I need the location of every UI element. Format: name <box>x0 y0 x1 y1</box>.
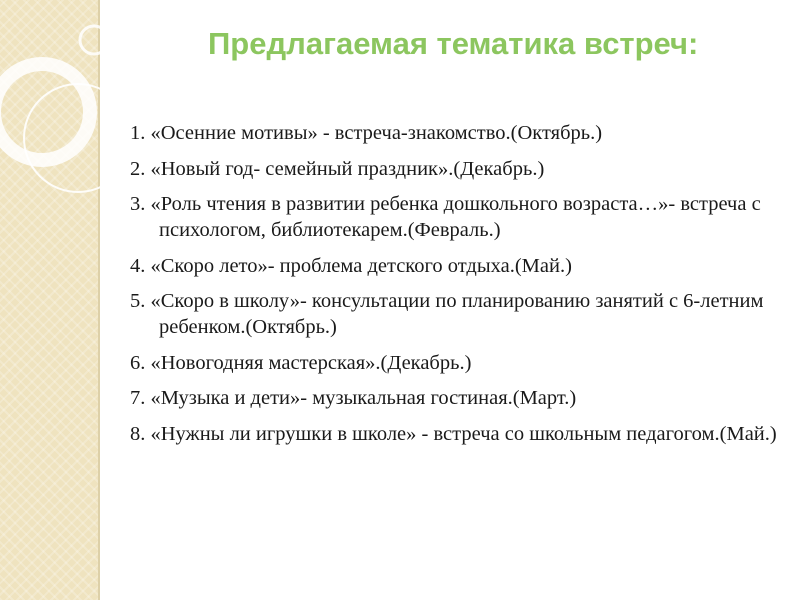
small-circle-ring <box>80 26 108 54</box>
list-item: 3. «Роль чтения в развитии ребенка дошкольного возраста…»- встреча с психологом, библиотекарем.(Февраль.) <box>130 193 761 241</box>
list-item: 1. «Осенние мотивы» - встреча-знакомство.(Октябрь.) <box>130 122 603 144</box>
list-item: 7. «Музыка и дети»- музыкальная гостиная.(Март.) <box>130 387 577 409</box>
large-circle-ring <box>0 64 90 160</box>
slide-title: Предлагаемая тематика встреч: <box>208 26 699 61</box>
meeting-topics-list <box>130 120 785 456</box>
list-item: 2. «Новый год- семейный праздник».(Декабрь.) <box>130 157 545 180</box>
list-item: 4. «Скоро лето»- проблема детского отдыха.(Май.) <box>130 254 572 277</box>
list-item: 8. «Нужны ли игрушки в школе» - встреча со школьным педагогом.(Май.) <box>130 422 777 445</box>
list-item: 5. «Скоро в школу»- консультации по планированию занятий с 6-летним ребенком.(Октябрь.) <box>130 290 764 338</box>
list-item: 6. «Новогодняя мастерская».(Декабрь.) <box>130 351 472 374</box>
